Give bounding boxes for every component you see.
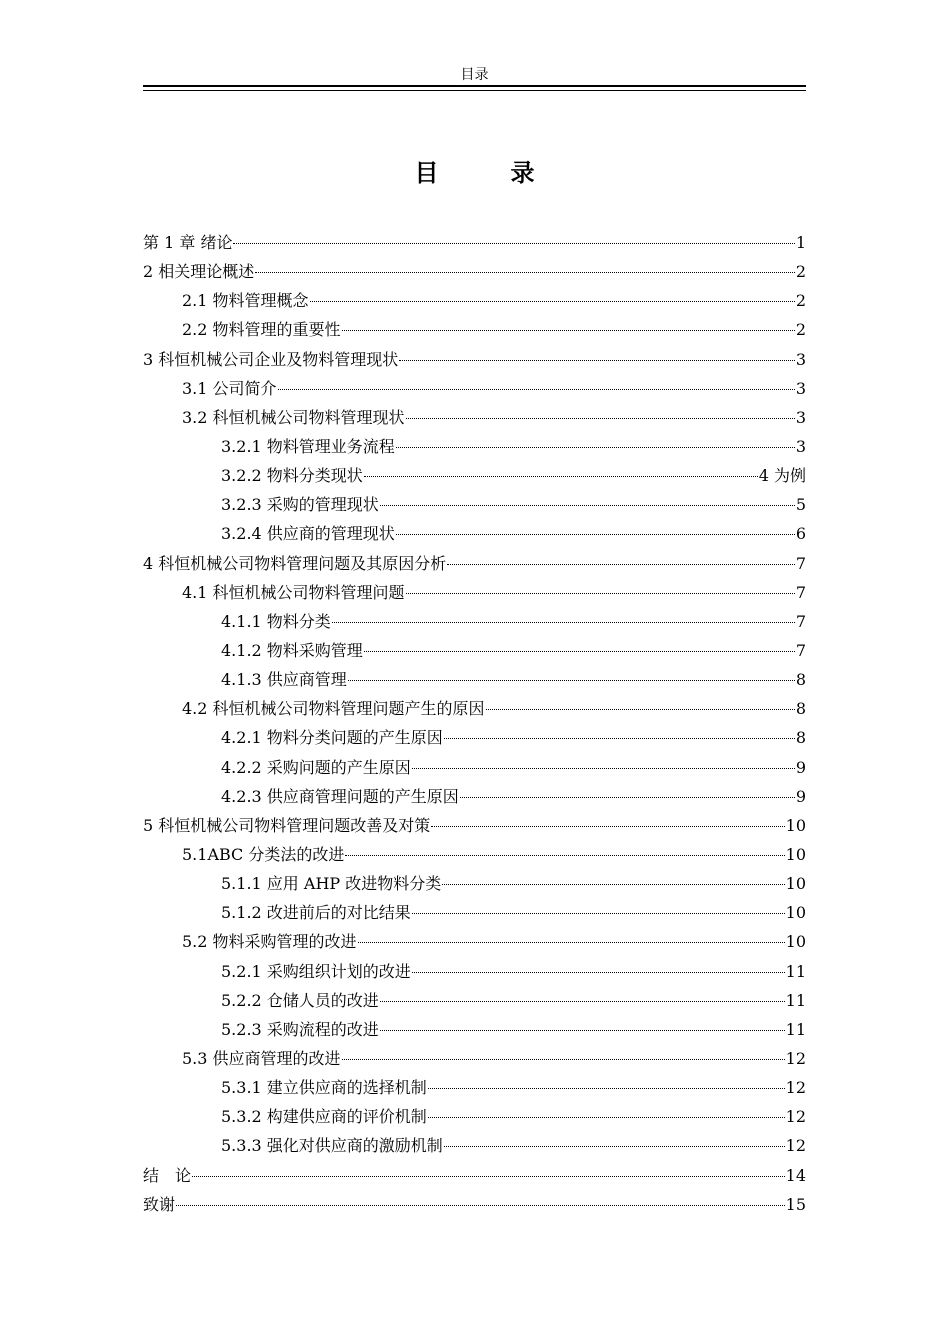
toc-entry[interactable]	[143, 811, 806, 840]
toc-entry[interactable]	[143, 1131, 806, 1160]
toc-entry[interactable]	[143, 228, 806, 257]
toc-page-number: 7	[795, 582, 806, 602]
toc-entry-title: 4.1.1 物料分类	[221, 611, 331, 631]
toc-dot-leader	[380, 988, 785, 1006]
toc-dot-leader	[233, 230, 794, 248]
toc-page-number: 2	[795, 262, 806, 282]
toc-page-number: 7	[795, 553, 806, 573]
toc-dot-leader	[364, 638, 795, 656]
toc-dot-leader	[460, 784, 795, 802]
toc-entry[interactable]	[143, 927, 806, 956]
toc-entry-title: 5.3.1 建立供应商的选择机制	[221, 1078, 427, 1098]
toc-dot-leader	[444, 1133, 785, 1151]
header-title: 目录	[460, 67, 489, 83]
toc-page-number: 6	[795, 524, 806, 544]
toc-entry-title: 3.2.3 采购的管理现状	[221, 495, 379, 515]
toc-dot-leader	[332, 609, 795, 627]
toc-entry[interactable]	[143, 403, 806, 432]
toc-entry[interactable]	[143, 257, 806, 286]
toc-dot-leader	[396, 434, 795, 452]
toc-page-number: 11	[785, 961, 806, 981]
toc-entry-title: 3.2.1 物料管理业务流程	[221, 436, 395, 456]
toc-page-number: 4 为例	[758, 466, 806, 486]
toc-entry[interactable]	[143, 374, 806, 403]
toc-page-number: 12	[785, 1048, 806, 1068]
toc-entry-title: 4 科恒机械公司物料管理问题及其原因分析	[143, 553, 447, 573]
toc-page-number: 5	[795, 495, 806, 515]
toc-dot-leader	[396, 521, 795, 539]
toc-dot-leader	[342, 317, 795, 335]
toc-entry[interactable]	[143, 753, 806, 782]
toc-dot-leader	[412, 900, 785, 918]
toc-entry[interactable]	[143, 490, 806, 519]
toc-entry-title: 5.3.2 构建供应商的评价机制	[221, 1107, 427, 1127]
toc-dot-leader	[192, 1163, 785, 1181]
toc-page-number: 12	[785, 1078, 806, 1098]
toc-page-number: 8	[795, 728, 806, 748]
toc-entry-title: 4.1 科恒机械公司物料管理问题	[182, 582, 405, 602]
toc-entry-title: 2.1 物料管理概念	[182, 291, 309, 311]
toc-page-number: 8	[795, 699, 806, 719]
toc-page-number: 10	[785, 844, 806, 864]
toc-page-number: 12	[785, 1107, 806, 1127]
toc-dot-leader	[406, 405, 795, 423]
toc-title: 目 录	[414, 159, 559, 187]
toc-dot-leader	[380, 492, 795, 510]
toc-entry-title: 4.2.2 采购问题的产生原因	[221, 757, 411, 777]
toc-dot-leader	[278, 376, 795, 394]
toc-entry-title: 4.2.3 供应商管理问题的产生原因	[221, 786, 459, 806]
toc-page-number: 9	[795, 757, 806, 777]
toc-entry[interactable]	[143, 869, 806, 898]
toc-entry[interactable]	[143, 578, 806, 607]
toc-entry-title: 5.1.2 改进前后的对比结果	[221, 903, 411, 923]
toc-entry-title: 4.2 科恒机械公司物料管理问题产生的原因	[182, 699, 485, 719]
toc-page-number: 3	[795, 436, 806, 456]
toc-entry[interactable]	[143, 723, 806, 752]
toc-dot-leader	[428, 1104, 785, 1122]
toc-page-number: 14	[785, 1165, 806, 1185]
toc-entry[interactable]	[143, 1190, 806, 1219]
toc-dot-leader	[176, 1192, 785, 1210]
toc-page-number: 2	[795, 320, 806, 340]
toc-page-number: 7	[795, 611, 806, 631]
toc-entry[interactable]	[143, 1161, 806, 1190]
toc-entry[interactable]	[143, 782, 806, 811]
toc-entry-title: 3.2.2 物料分类现状	[221, 466, 363, 486]
toc-entry-title: 2.2 物料管理的重要性	[182, 320, 341, 340]
header-rule-thick	[143, 85, 806, 87]
toc-entry[interactable]	[143, 898, 806, 927]
toc-page-number: 11	[785, 1019, 806, 1039]
toc-entry[interactable]	[143, 840, 806, 869]
toc-dot-leader	[380, 1017, 785, 1035]
toc-page-number: 11	[785, 990, 806, 1010]
toc-dot-leader	[428, 1075, 785, 1093]
toc-entry-title: 3 科恒机械公司企业及物料管理现状	[143, 349, 399, 369]
toc-page-number: 3	[795, 349, 806, 369]
toc-page-number: 7	[795, 640, 806, 660]
toc-entry-title: 结 论	[143, 1165, 192, 1185]
toc-entry[interactable]	[143, 1073, 806, 1102]
toc-dot-leader	[255, 259, 795, 277]
toc-entry-title: 5.1ABC 分类法的改进	[182, 844, 345, 864]
toc-entry[interactable]	[143, 957, 806, 986]
toc-entry-title: 2 相关理论概述	[143, 262, 255, 282]
toc-dot-leader	[412, 755, 795, 773]
toc-entry-title: 4.1.3 供应商管理	[221, 670, 347, 690]
toc-page-number: 3	[795, 378, 806, 398]
toc-dot-leader	[486, 696, 795, 714]
toc-dot-leader	[345, 842, 784, 860]
toc-entry[interactable]	[143, 1015, 806, 1044]
toc-entry-title: 5.2 物料采购管理的改进	[182, 932, 357, 952]
toc-entry[interactable]	[143, 315, 806, 344]
toc-page-number: 2	[795, 291, 806, 311]
toc-dot-leader	[358, 929, 785, 947]
toc-entry-title: 5.3.3 强化对供应商的激励机制	[221, 1136, 443, 1156]
toc-entry-title: 4.1.2 物料采购管理	[221, 640, 363, 660]
toc-entry[interactable]	[143, 1044, 806, 1073]
toc-dot-leader	[444, 725, 795, 743]
toc-dot-leader	[442, 871, 784, 889]
toc-page-number: 1	[795, 233, 806, 252]
toc-dot-leader	[447, 551, 795, 569]
toc-entry[interactable]	[143, 345, 806, 374]
toc-entry[interactable]	[143, 607, 806, 636]
toc-entry[interactable]	[143, 432, 806, 461]
table-of-contents	[143, 228, 806, 1219]
toc-page-number: 10	[785, 815, 806, 835]
toc-entry[interactable]	[143, 986, 806, 1015]
toc-page-number: 10	[785, 903, 806, 923]
toc-entry[interactable]	[143, 549, 806, 578]
toc-entry[interactable]	[143, 461, 806, 490]
toc-dot-leader	[310, 288, 795, 306]
page-header	[143, 64, 806, 90]
toc-entry-title: 第 1 章 绪论	[143, 233, 233, 252]
toc-entry-title: 3.1 公司简介	[182, 378, 277, 398]
toc-entry-title: 5.1.1 应用 AHP 改进物料分类	[221, 874, 442, 894]
toc-page-number: 9	[795, 786, 806, 806]
toc-page-number: 10	[785, 874, 806, 894]
toc-dot-leader	[399, 347, 795, 365]
toc-entry-title: 5.3 供应商管理的改进	[182, 1048, 341, 1068]
toc-entry-title: 3.2 科恒机械公司物料管理现状	[182, 407, 405, 427]
toc-entry[interactable]	[143, 286, 806, 315]
toc-entry-title: 5.2.1 采购组织计划的改进	[221, 961, 411, 981]
toc-entry[interactable]	[143, 665, 806, 694]
header-rule-thin	[143, 90, 806, 91]
toc-dot-leader	[364, 463, 758, 481]
toc-entry[interactable]	[143, 694, 806, 723]
toc-dot-leader	[412, 959, 785, 977]
toc-entry-title: 3.2.4 供应商的管理现状	[221, 524, 395, 544]
toc-page-number: 3	[795, 407, 806, 427]
toc-entry-title: 5 科恒机械公司物料管理问题改善及对策	[143, 815, 431, 835]
toc-entry-title: 致谢	[143, 1194, 176, 1214]
toc-dot-leader	[348, 667, 795, 685]
toc-page-number: 8	[795, 670, 806, 690]
toc-dot-leader	[406, 580, 795, 598]
toc-page-number: 15	[785, 1194, 806, 1214]
toc-entry-title: 5.2.3 采购流程的改进	[221, 1019, 379, 1039]
toc-dot-leader	[342, 1046, 785, 1064]
toc-entry-title: 4.2.1 物料分类问题的产生原因	[221, 728, 443, 748]
toc-entry-title: 5.2.2 仓储人员的改进	[221, 990, 379, 1010]
toc-page-number: 12	[785, 1136, 806, 1156]
toc-entry[interactable]	[143, 519, 806, 548]
toc-entry[interactable]	[143, 1102, 806, 1131]
toc-page-number: 10	[785, 932, 806, 952]
toc-dot-leader	[431, 813, 784, 831]
toc-entry[interactable]	[143, 636, 806, 665]
